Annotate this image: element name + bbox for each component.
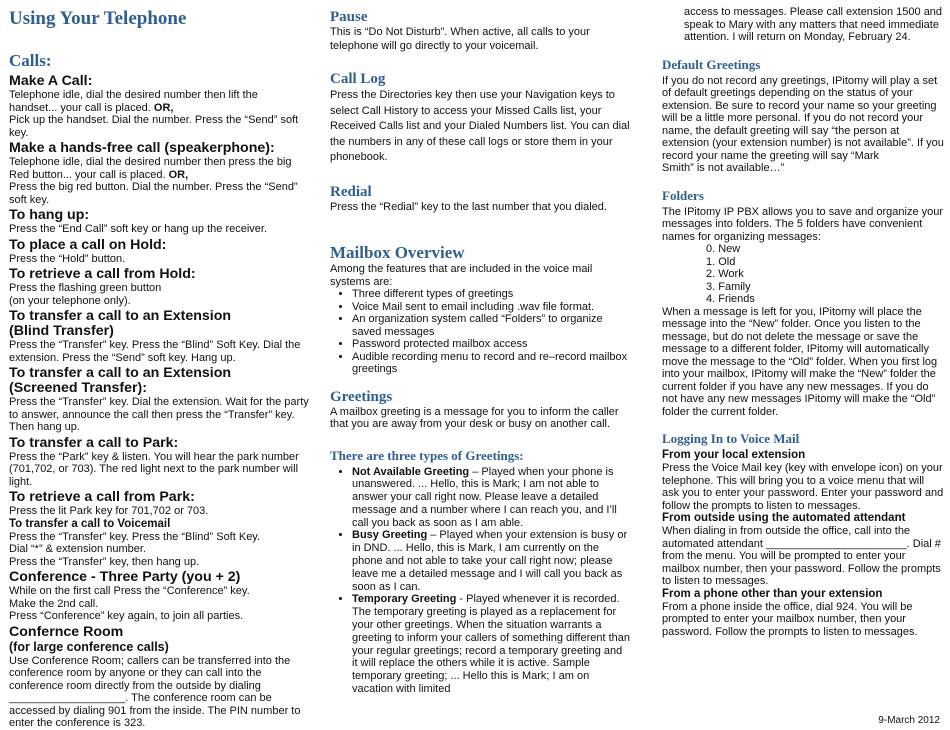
mailbox-feature-item: • Voice Mail sent to email including .wav file format.: [352, 301, 630, 314]
make-call-heading: Make A Call:: [9, 73, 93, 89]
mailbox-feature-item: • Audible recording menu to record and re–record mailbox greetings: [352, 351, 630, 376]
pause-heading: Pause: [330, 9, 368, 25]
folders-text-2: When a message is left for you, IPitomy will place the message into the “New” folder. Once you listen to the message, but do not delete the message or save the message to a different folder, IPitomy will automatically move the message to the “Old” folder. When you first log into your mailbox, IPitomy will make the “New” folder the current folder if you have any new messages. If you do not have any new messages IPitomy will make the “Old” folder the current folder.: [662, 305, 938, 418]
greetings-heading: Greetings: [330, 388, 393, 405]
column-telephone: [9, 0, 309, 730]
greeting-type-text: – Played when your extension is busy or in DND. ... Hello, this is Mark, I am currently on the phone and not able to take your call right now; please leave me a detailed message and I will call you back as soon as I can.: [352, 529, 628, 593]
conference-room-heading: Confernce Room (for large conference calls): [9, 623, 169, 654]
greeting-type-item: [352, 466, 630, 530]
hold-text: Press the “Hold” button.: [9, 252, 126, 265]
other-phone-heading: From a phone other than your extension: [662, 587, 883, 600]
hold-heading: To place a call on Hold:: [9, 236, 167, 253]
footer-date: 9-March 2012: [878, 715, 940, 726]
park-text: Press the “Park” key & listen. You will hear the park number (701,702, or 703). The red light next to the park number will light.: [9, 450, 299, 488]
greeting-type-item: [352, 529, 630, 593]
call-log-text: Press the Directories key then use your Navigation keys to select Call History to access your Missed Calls list, your Received Calls list and your Dialed Numbers list. You can dial the numbers in any of these call logs or store them in your phonebook.: [330, 89, 630, 163]
local-extension-heading: From your local extension: [662, 449, 806, 461]
blind-transfer-text: Press the “Transfer” key. Press the “Blind” Soft Key. Dial the extension. Press the “Send” soft key. Hang up.: [9, 339, 301, 364]
greeting-type-name: Not Available Greeting: [352, 465, 470, 478]
default-greetings-text: If you do not record any greetings, IPitomy will play a set of default greetings depending on the status of your extension. Be sure to record your name so your greeting will be a little more personal. If you do not record your name, the default greeting will say “the person at extension (your extension number) is not available”. If you record your name the greeting will say “Mark Smith” is not available…”: [662, 74, 944, 174]
greeting-types-heading: There are three types of Greetings:: [330, 447, 524, 463]
retrieve-park-text: Press the lit Park key for 701,702 or 703.: [9, 505, 209, 517]
calls-heading: Calls:: [9, 51, 52, 70]
conference-text: While on the first call Press the “Conference” key. Make the 2nd call. Press “Conference” key again, to join all parties.: [9, 585, 250, 622]
screened-transfer-heading: To transfer a call to an Extension (Screened Transfer):: [9, 365, 232, 396]
handsfree-heading: Make a hands-free call (speakerphone):: [9, 140, 275, 156]
mailbox-overview-text: Among the features that are included in the voice mail systems are:: [330, 263, 593, 288]
or-label: OR,: [168, 168, 189, 181]
hangup-text: Press the “End Call” soft key or hang up the receiver.: [9, 223, 268, 235]
greeting-type-text: – Played when your phone is unanswered. ... Hello, this is Mark; I am not able to answer your call right now. Please leave a detailed message and a number where I can reach you, and I’ll call you back as soon as I am able.: [352, 465, 617, 529]
hangup-heading: To hang up:: [9, 207, 90, 223]
default-greetings-heading: Default Greetings: [662, 56, 761, 72]
voicemail-transfer-text: Press the “Transfer” key. Press the “Blind” Soft Key. Dial “*” & extension number. Press the “Transfer” key, then hang up.: [9, 530, 261, 568]
voicemail-transfer-heading: To transfer a call to Voicemail: [9, 517, 171, 530]
other-phone-text: From a phone inside the office, dial 924. You will be prompted to enter your mailbox number, then your password. Follow the prompts to listen to messages.: [662, 600, 918, 638]
folders-heading: Folders: [662, 187, 704, 203]
mailbox-feature-item: • Password protected mailbox access: [352, 338, 630, 351]
screened-transfer-text: Press the “Transfer” key. Dial the extension. Wait for the party to answer, announce the call then press the “Transfer” key. Then hang up.: [9, 396, 309, 433]
mailbox-feature-item: • Three different types of greetings: [352, 288, 630, 301]
retrieve-park-heading: To retrieve a call from Park:: [9, 489, 195, 505]
logging-in-heading: Logging In to Voice Mail: [662, 431, 800, 446]
retrieve-hold-heading: To retrieve a call from Hold:: [9, 266, 196, 282]
folder-item: 1. Old: [706, 255, 736, 268]
redial-heading: Redial: [330, 183, 372, 200]
pause-text: This is “Do Not Disturb”. When active, all calls to your telephone will go directly to your voicemail.: [330, 26, 590, 52]
conference-room-text: Use Conference Room; callers can be transferred into the conference room by anyone or they can call into the conference room directly from the outside by dialing ___________________. The conference room can be accessed by dialing 901 from the inside. The PIN number to enter the conference is 323.: [9, 654, 301, 729]
local-extension-text: Press the Voice Mail key (key with envelope icon) on your telephone. This will bring you to a voice menu that will ask you to enter your password. Enter your password and follow the prompts to listen to messages.: [662, 462, 944, 512]
blind-transfer-heading: To transfer a call to an Extension (Blind Transfer): [9, 308, 232, 339]
folder-item: 3. Family: [706, 280, 751, 293]
make-call-text: Telephone idle, dial the desired number then lift the handset... your call is placed. OR, Pick up the handset. Dial the number. Press the “Send” soft key.: [9, 89, 299, 139]
folder-item: 2. Work: [706, 268, 744, 280]
handsfree-text: Telephone idle, dial the desired number then press the big Red button... your call is placed. OR, Press the big red button. Dial the number. Press the “Send” soft key.: [9, 156, 298, 206]
call-log-heading: Call Log: [330, 71, 386, 87]
folders-text: The IPitomy IP PBX allows you to save and organize your messages into folders. The 5 folders have convenient names for organizing messages:: [662, 205, 944, 243]
greeting-type-text: - Played whenever it is recorded. The temporary greeting is played as a replacement for your other greetings. When the situation warrants a greeting to inform your callers of something different than your regular greetings; record a temporary greeting and it will replace the others while it is active. Sample temporary greeting; ... Hello this is Mark; I am on vacation with limited: [352, 593, 631, 696]
temporary-greeting-continued: access to messages. Please call extension 1500 and speak to Mary with any matters that need immediate attention. I will return on Monday, February 24.: [684, 6, 943, 43]
page-title: Using Your Telephone: [9, 8, 187, 29]
outside-text: When dialing in from outside the office, call into the automated attendant _______________________. Dial # from the menu. You will be prompted to enter your mailbox number, then your password. Follow the prompts to listen to messages.: [662, 525, 941, 587]
outside-heading: From outside using the automated attendant: [662, 512, 906, 524]
conference-heading: Conference - Three Party (you + 2): [9, 569, 241, 585]
mailbox-overview-heading: Mailbox Overview: [330, 243, 465, 262]
or-label: OR,: [153, 101, 174, 114]
greetings-text: A mailbox greeting is a message for you to inform the caller that you are away from your desk or busy on another call.: [330, 405, 619, 430]
mailbox-features-list: [330, 288, 630, 376]
greeting-types-list: [330, 466, 630, 696]
column-features: [330, 0, 630, 696]
mailbox-feature-item: • An organization system called “Folders” to organize saved messages: [352, 313, 630, 338]
folder-item: 0. New: [706, 243, 741, 255]
retrieve-hold-text: Press the flashing green button (on your telephone only).: [9, 282, 162, 307]
folders-list: [662, 243, 944, 306]
greeting-type-name: Temporary Greeting: [352, 593, 457, 606]
folder-item: 4. Friends: [706, 293, 755, 305]
column-voicemail: [662, 0, 944, 638]
redial-text: Press the “Redial” key to the last number that you dialed.: [330, 200, 607, 213]
park-heading: To transfer a call to Park:: [9, 434, 179, 451]
greeting-type-name: Busy Greeting: [352, 529, 428, 542]
greeting-type-item: [352, 593, 630, 695]
